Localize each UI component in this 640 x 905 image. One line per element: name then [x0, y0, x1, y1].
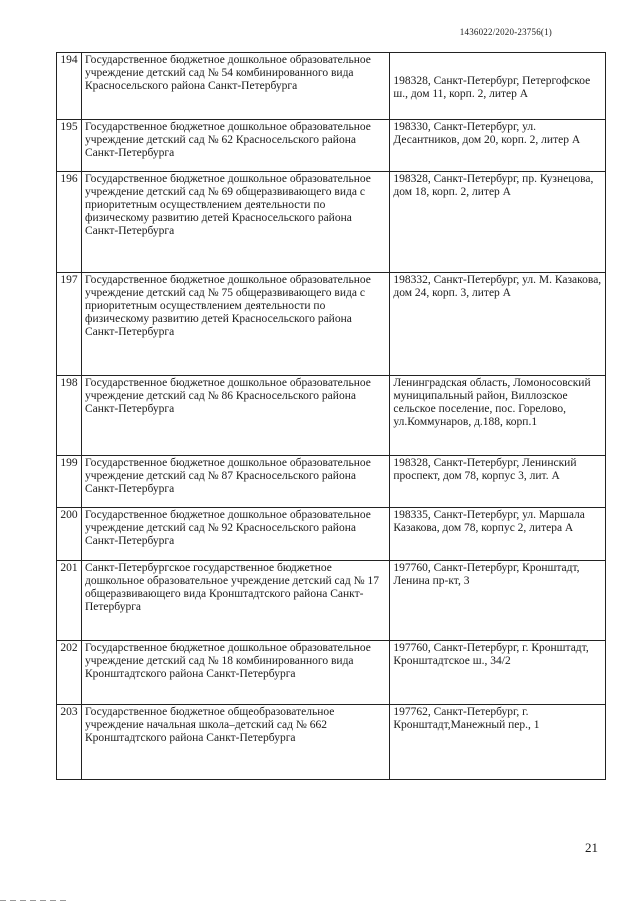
row-number: 201 [57, 561, 82, 641]
row-number: 194 [57, 53, 82, 120]
table-row [57, 53, 606, 120]
institution-name: Государственное бюджетное общеобразовательное учреждение начальная школа–детский сад № 662 Кронштадтского района Санкт-Петербурга [82, 705, 390, 780]
row-number: 198 [57, 376, 82, 456]
row-number: 197 [57, 273, 82, 376]
institution-address: 197760, Санкт-Петербург, Кронштадт, Ленина пр-кт, 3 [390, 561, 606, 641]
institution-address: Ленинградская область, Ломоносовский муниципальный район, Виллозское сельское поселение, пос. Горелово, ул.Коммунаров, д.188, корп.1 [390, 376, 606, 456]
table-row [57, 641, 606, 705]
scan-edge-mark [0, 900, 70, 901]
table-row [57, 561, 606, 641]
row-number: 202 [57, 641, 82, 705]
row-number: 195 [57, 120, 82, 172]
table-row [57, 120, 606, 172]
table-row [57, 273, 606, 376]
institution-address: 198332, Санкт-Петербург, ул. М. Казакова, дом 24, корп. 3, литер А [390, 273, 606, 376]
institution-address: 198328, Санкт-Петербург, пр. Кузнецова, дом 18, корп. 2, литер А [390, 172, 606, 273]
document-registration-number: 1436022/2020-23756(1) [459, 27, 552, 37]
table-row [57, 456, 606, 508]
row-number: 203 [57, 705, 82, 780]
row-number: 199 [57, 456, 82, 508]
institution-address: 198328, Санкт-Петербург, Петергофское ш., дом 11, корп. 2, литер А [390, 53, 606, 120]
institutions-table [56, 52, 606, 780]
institution-address: 197762, Санкт-Петербург, г. Кронштадт,Манежный пер., 1 [390, 705, 606, 780]
institution-address: 198328, Санкт-Петербург, Ленинский проспект, дом 78, корпус 3, лит. А [390, 456, 606, 508]
page-number: 21 [585, 840, 598, 855]
table-row [57, 508, 606, 561]
table-row [57, 172, 606, 273]
institution-name: Государственное бюджетное дошкольное образовательное учреждение детский сад № 54 комбинированного вида Красносельского района Санкт-Петербурга [82, 53, 390, 120]
institution-name: Государственное бюджетное дошкольное образовательное учреждение детский сад № 69 общеразвивающего вида с приоритетным осуществлением деятельности по физическому развитию детей Красносельского района Санкт-Петербурга [82, 172, 390, 273]
institution-name: Санкт-Петербургское государственное бюджетное дошкольное образовательное учреждение детский сад № 17 общеразвивающего вида Кронштадтского района Санкт-Петербурга [82, 561, 390, 641]
institution-address: 197760, Санкт-Петербург, г. Кронштадт, Кронштадтское ш., 34/2 [390, 641, 606, 705]
table-row [57, 376, 606, 456]
table-row [57, 705, 606, 780]
institution-name: Государственное бюджетное дошкольное образовательное учреждение детский сад № 92 Красносельского района Санкт-Петербурга [82, 508, 390, 561]
institution-name: Государственное бюджетное дошкольное образовательное учреждение детский сад № 75 общеразвивающего вида с приоритетным осуществлением деятельности по физическому развитию детей Красносельского района Санкт-Петербурга [82, 273, 390, 376]
institution-name: Государственное бюджетное дошкольное образовательное учреждение детский сад № 87 Красносельского района Санкт-Петербурга [82, 456, 390, 508]
row-number: 200 [57, 508, 82, 561]
institution-address: 198335, Санкт-Петербург, ул. Маршала Казакова, дом 78, корпус 2, литера А [390, 508, 606, 561]
institution-name: Государственное бюджетное дошкольное образовательное учреждение детский сад № 86 Красносельского района Санкт-Петербурга [82, 376, 390, 456]
institution-name: Государственное бюджетное дошкольное образовательное учреждение детский сад № 18 комбинированного вида Кронштадтского района Санкт-Петербурга [82, 641, 390, 705]
row-number: 196 [57, 172, 82, 273]
institution-address: 198330, Санкт-Петербург, ул. Десантников, дом 20, корп. 2, литер А [390, 120, 606, 172]
institution-name: Государственное бюджетное дошкольное образовательное учреждение детский сад № 62 Красносельского района Санкт-Петербурга [82, 120, 390, 172]
